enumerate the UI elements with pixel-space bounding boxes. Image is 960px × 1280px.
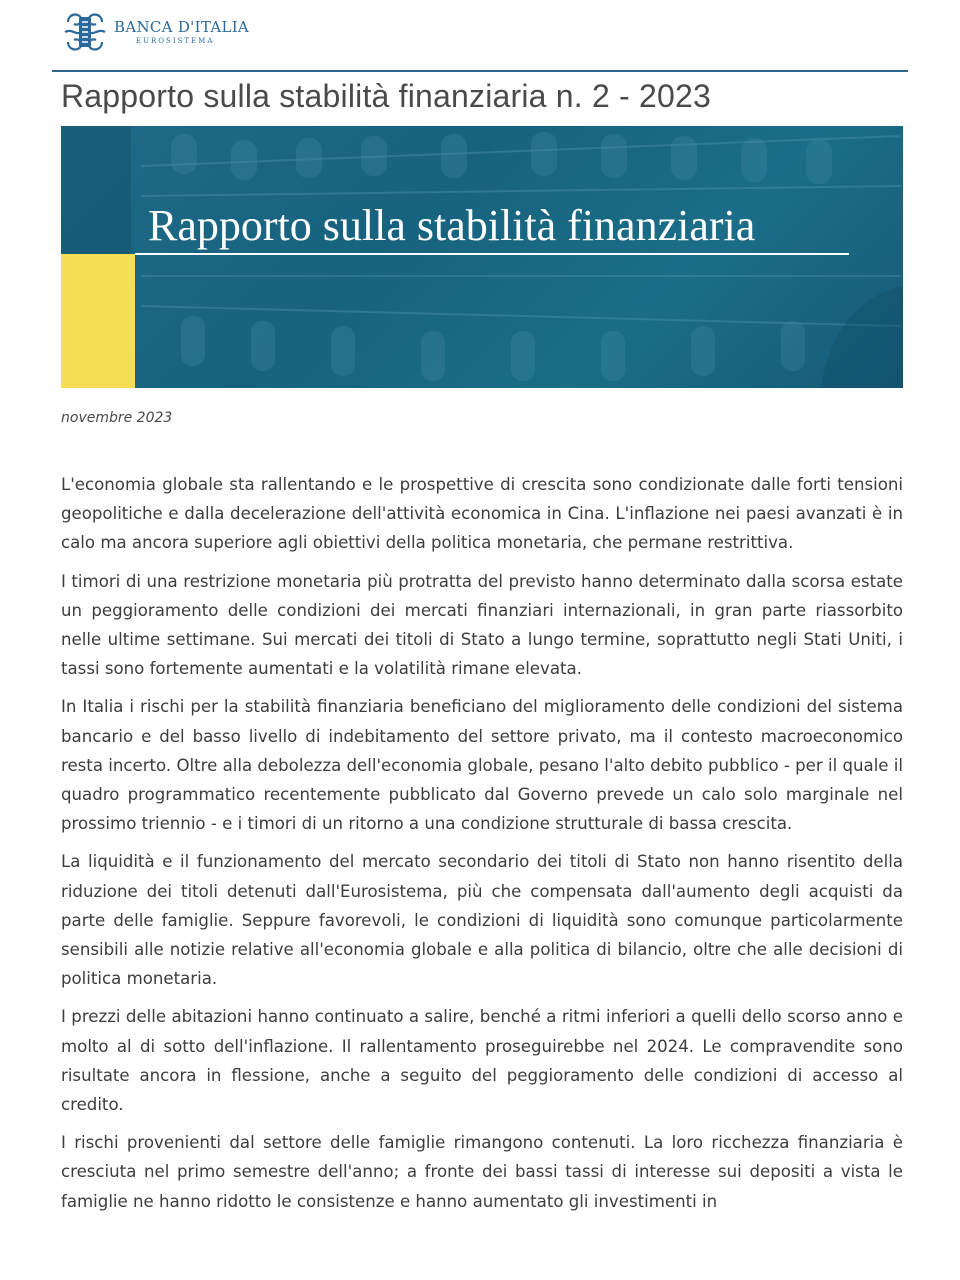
- summary-paragraph: I timori di una restrizione monetaria più protratta del previsto hanno determinato dalla scorsa estate un peggioramento delle condizioni dei mercati finanziari internazionali, in gran parte riassorbito nelle ultime settimane. Sui mercati dei titoli di Stato a lungo termine, soprattutto negli Stati Uniti, i tassi sono fortemente aumentati e la volatilità rimane elevata.: [61, 571, 903, 679]
- summary-paragraph: La liquidità e il funzionamento del mercato secondario dei titoli di Stato non hanno risentito della riduzione dei titoli detenuti dall'Eurosistema, più che compensata dall'aumento degli acquisti da parte delle famiglie. Seppure favorevoli, le condizioni di liquidità sono comunque particolarmente sensibili alle notizie relative all'economia globale e alla politica di bilancio, oltre che alle decisioni di politica monetaria.: [61, 852, 903, 989]
- banner-underline: [135, 253, 849, 255]
- page-title: Rapporto sulla stabilità finanziaria n. 2 - 2023: [61, 78, 711, 114]
- banner-title: Rapporto sulla stabilità finanziaria: [148, 201, 756, 250]
- banner-accent-block: [61, 254, 135, 388]
- banca-ditalia-seal-icon: [62, 8, 108, 56]
- publication-date: novembre 2023: [61, 410, 173, 426]
- brand-logo[interactable]: [62, 8, 249, 56]
- summary-paragraph: I rischi provenienti dal settore delle famiglie rimangono contenuti. La loro ricchezza finanziaria è cresciuta nel primo semestre dell'anno; a fronte dei bassi tassi di interesse sui depositi a vista le famiglie ne hanno ridotto le consistenze e hanno aumentato gli investimenti in: [61, 1133, 903, 1211]
- report-summary: [61, 470, 903, 1225]
- brand-subtitle: EUROSISTEMA: [136, 37, 215, 45]
- summary-paragraph: I prezzi delle abitazioni hanno continuato a salire, benché a ritmi inferiori a quelli dello scorso anno e molto al di sotto dell'inflazione. Il rallentamento proseguirebbe nel 2024. Le compravendite sono risultate ancora in flessione, anche a seguito del peggioramento delle condizioni di accesso al credito.: [61, 1007, 903, 1115]
- site-header: [0, 0, 960, 72]
- report-banner: [61, 126, 903, 388]
- summary-paragraph: In Italia i rischi per la stabilità finanziaria beneficiano del miglioramento delle condizioni del sistema bancario e del basso livello di indebitamento del settore privato, ma il contesto macroeconomico resta incerto. Oltre alla debolezza dell'economia globale, pesano l'alto debito pubblico - per il quale il quadro programmatico recentemente pubblicato dal Governo prevede un calo solo marginale nel prossimo triennio - e i timori di un ritorno a una condizione strutturale di bassa crescita.: [61, 697, 904, 834]
- brand-wordmark: [114, 18, 249, 46]
- building-facade-image: [61, 126, 903, 388]
- brand-name: BANCA D'ITALIA: [114, 18, 250, 36]
- header-divider: [52, 70, 908, 72]
- summary-paragraph: L'economia globale sta rallentando e le prospettive di crescita sono condizionate dalle forti tensioni geopolitiche e dalla decelerazione dell'attività economica in Cina. L'inflazione nei paesi avanzati è in calo ma ancora superiore agli obiettivi della politica monetaria, che permane restrittiva.: [61, 475, 903, 553]
